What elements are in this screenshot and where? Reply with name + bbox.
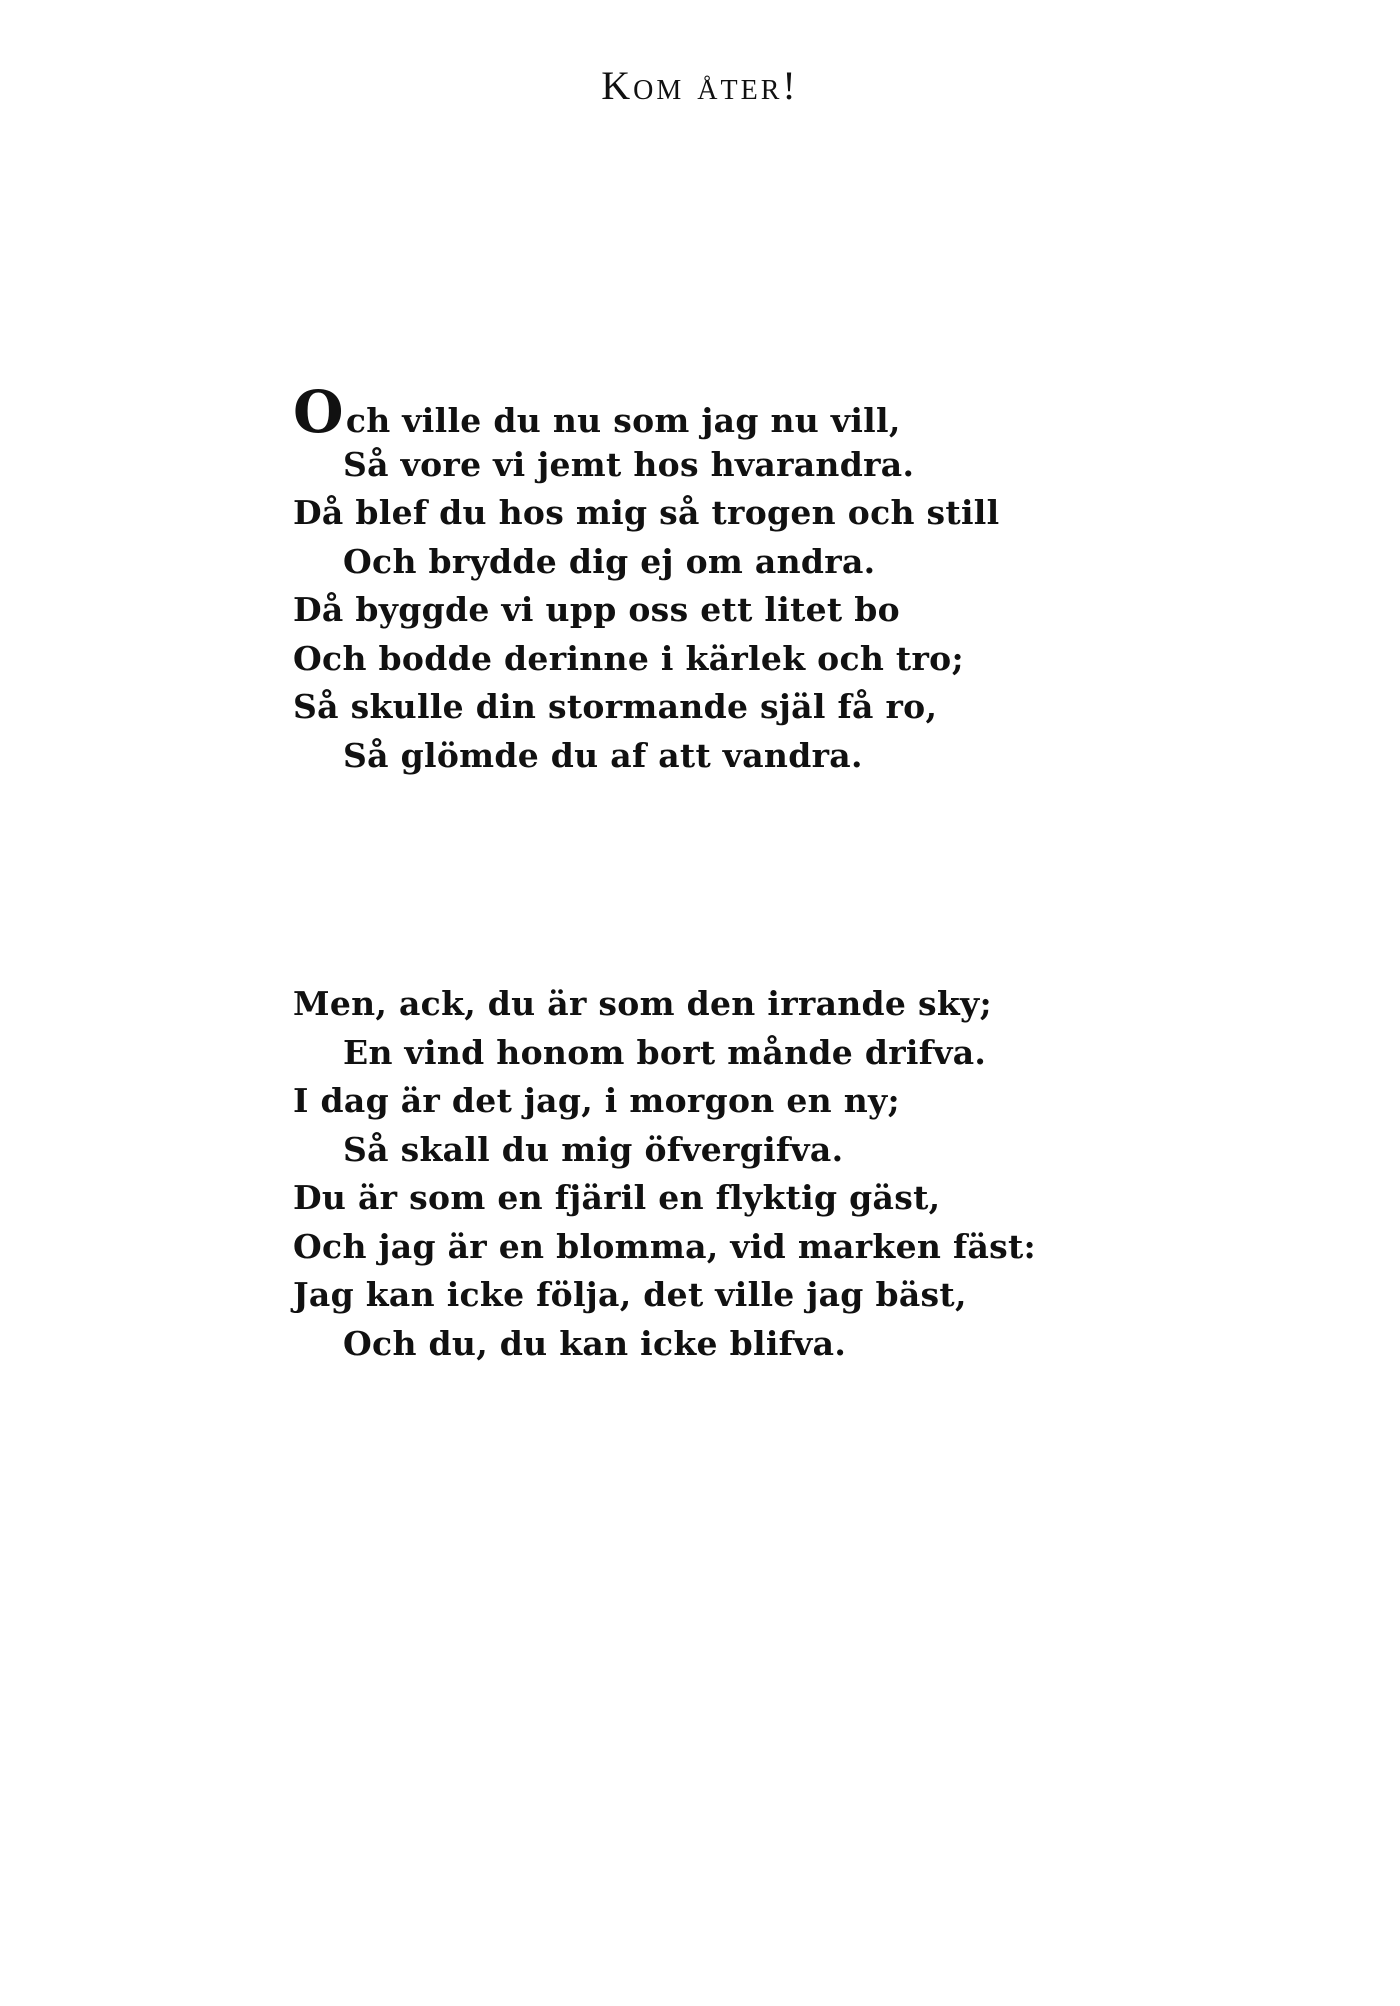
poem-line: Då byggde vi upp oss ett litet bo: [293, 590, 900, 629]
poem-line: [293, 378, 1293, 446]
poem-line: Du är som en fjäril en flyktig gäst,: [293, 1178, 941, 1217]
stanza-1: [293, 378, 1293, 780]
poem-title: Kom åter!: [601, 63, 799, 108]
poem-line: I dag är det jag, i morgon en ny;: [293, 1081, 901, 1120]
poem-line: Och jag är en blomma, vid marken fäst:: [293, 1226, 1037, 1266]
poem-line: Så glömde du af att vandra.: [343, 735, 863, 775]
drop-cap: O: [293, 378, 344, 446]
poem-line: Och brydde dig ej om andra.: [343, 541, 876, 581]
poem-line: En vind honom bort månde drifva.: [343, 1032, 987, 1072]
poem-line: Så skulle din stormande själ få ro,: [293, 687, 938, 726]
poem-line: Jag kan icke följa, det ville jag bäst,: [293, 1275, 967, 1314]
poem-line: Och du, du kan icke blifva.: [343, 1323, 847, 1363]
poem-line: Så vore vi jemt hos hvarandra.: [343, 444, 915, 484]
poem-line: Då blef du hos mig så trogen och still: [293, 493, 1000, 532]
first-line-text: ch ville du nu som jag nu vill,: [345, 401, 901, 440]
poem-line: Så skall du mig öfvergifva.: [343, 1129, 844, 1169]
poem-line: Och bodde derinne i kärlek och tro;: [293, 638, 964, 678]
stanza-2: [293, 980, 1293, 1368]
poem-line: Men, ack, du är som den irrande sky;: [293, 984, 993, 1023]
